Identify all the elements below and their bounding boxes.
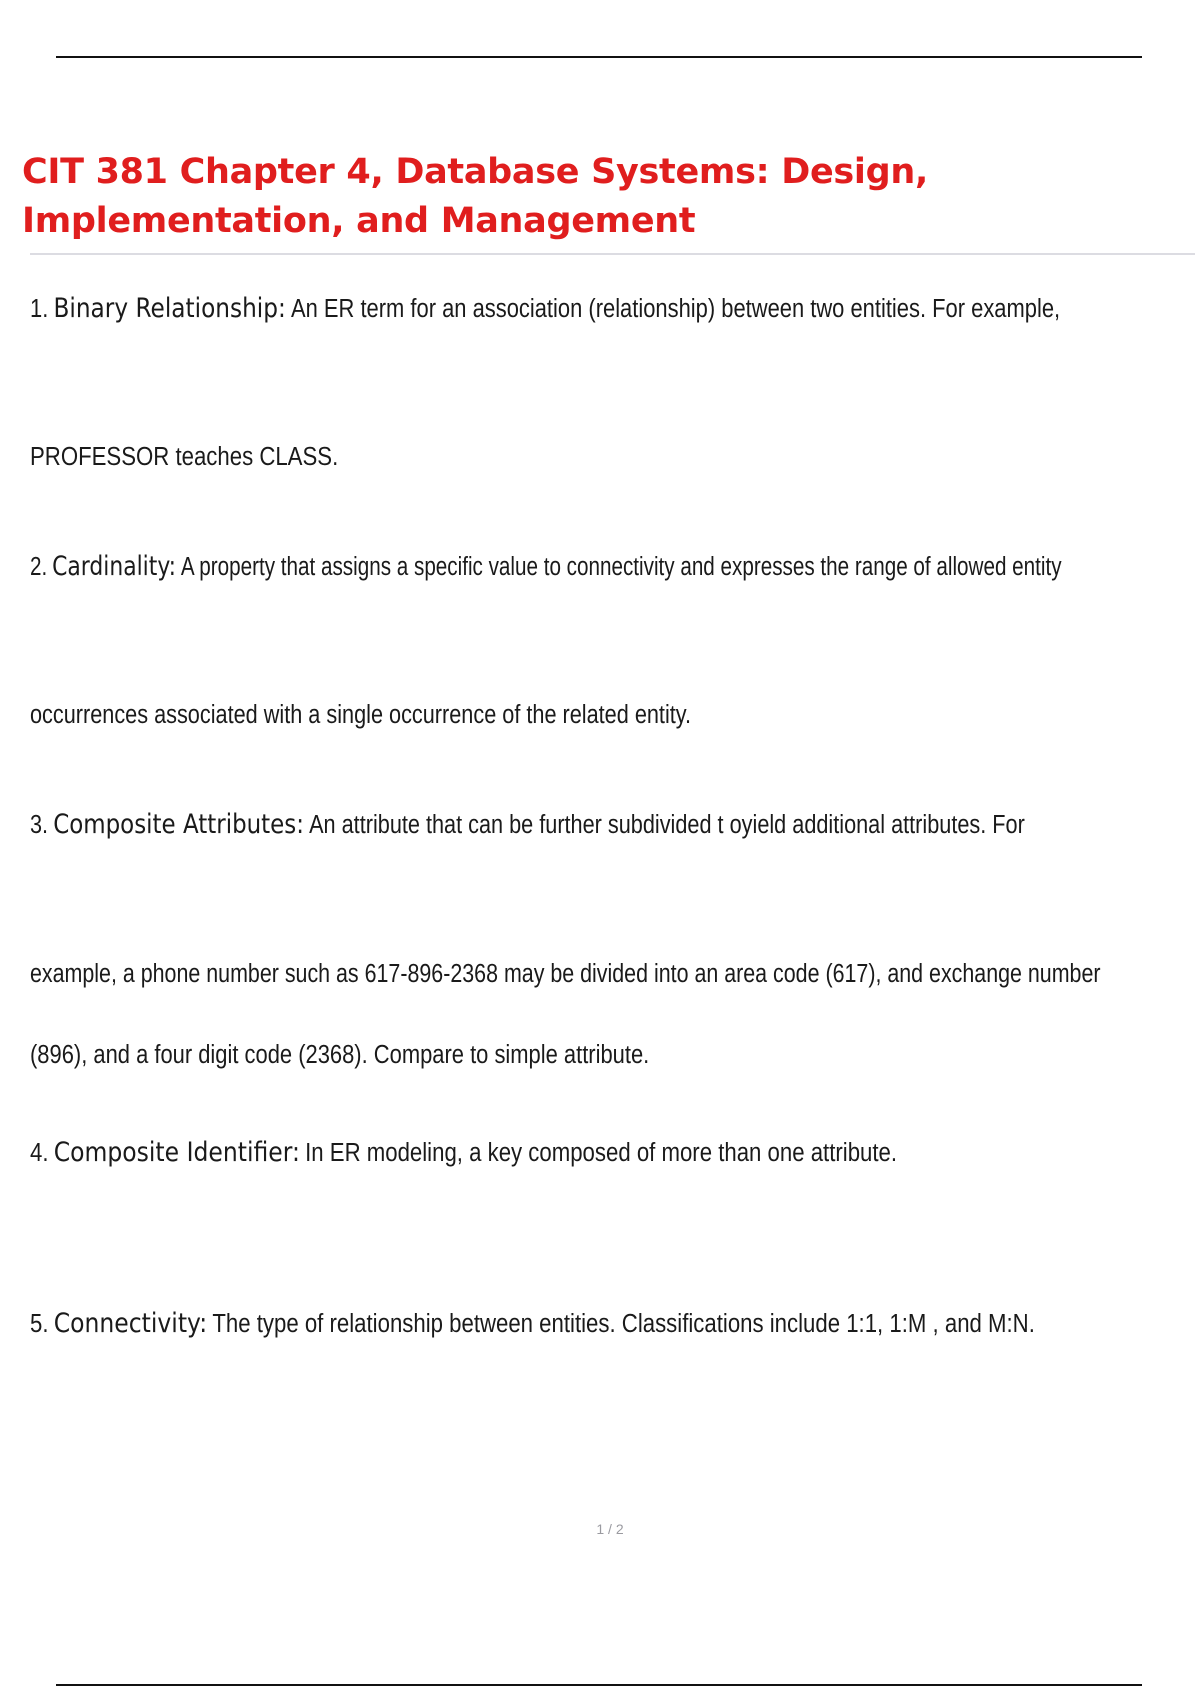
entry-number: 2. [30,553,48,581]
entry-definition-continued: occurrences associated with a single occurrence of the related entity. [30,701,692,729]
entry-definition: An attribute that can be further subdivided t oyield additional attributes. For [309,811,1025,839]
entry-term: Composite Attributes: [53,809,304,840]
entry-composite-identifier [30,1136,897,1170]
entry-term: Binary Relationship: [53,293,286,324]
entry-definition-continued: example, a phone number such as 617-896-2368 may be divided into an area code (617), and exchange number [30,960,1101,988]
entry-cardinality [30,550,1062,584]
entry-definition-continued: PROFESSOR teaches CLASS. [30,443,339,471]
entry-connectivity [30,1307,1035,1341]
entry-composite-attributes [30,808,1025,842]
entry-definition: The type of relationship between entities. Classifications include 1:1, 1:M , and M:N. [212,1310,1035,1338]
entry-term: Composite Identifier: [53,1137,300,1168]
title-divider [30,253,1195,255]
entry-term: Cardinality: [52,551,177,582]
entry-number: 4. [30,1139,49,1167]
entry-number: 5. [30,1310,49,1338]
document-title: CIT 381 Chapter 4, Database Systems: Design, Implementation, and Management [22,152,928,241]
entry-binary-relationship [30,292,1060,326]
entry-number: 3. [30,811,49,839]
entry-number: 1. [30,295,49,323]
entry-term: Connectivity: [53,1308,208,1339]
page-number: 1 / 2 [596,1521,624,1537]
entry-definition: An ER term for an association (relationship) between two entities. For example, [290,295,1061,323]
bottom-rule [56,1684,1142,1686]
entry-definition-continued: (896), and a four digit code (2368). Compare to simple attribute. [30,1041,650,1069]
entry-definition: In ER modeling, a key composed of more than one attribute. [305,1139,898,1167]
top-rule [56,56,1142,58]
entry-definition: A property that assigns a specific value to connectivity and expresses the range of allowed entity [180,553,1062,581]
